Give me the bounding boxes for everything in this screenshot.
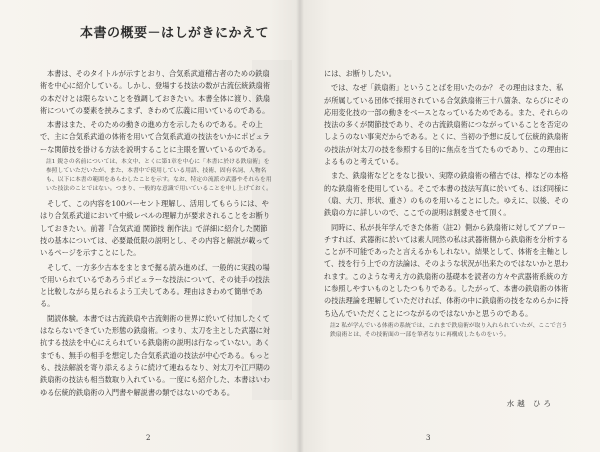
paragraph: 同時に、私が長年学んできた体術（註2）側から鉄扇術に対してアプローチすれば、武器術に於いては素人同然の私は武器術側から鉄扇術を分析することが不可能であったと言えるかもしれない。結果として、体術を主軸として、技を行う上での方法論は、そのような状況が出来たのではないかと思われます。このような考え方の鉄扇術の基礎本を読者の方々や武器術系統の方に参照しやすいものとしたつもりである。したがって、本書の鉄扇術の体術の技法理論を理解していただければ、体術の中に鉄扇術の技をなめらかに持ち込んでいただくことにつながるのではないかと思うのである。 (324, 222, 569, 318)
paragraph: また、鉄扇術などとをなじ扱い、実際の鉄扇術の稽古では、棒などの本格的な鉄扇術を使用している。そこで本書の技法写真に於いても、ほぼ同様に（扇、大刀、形状、重さ）のものを用いることにした。ゆえに、以後、その鉄扇の方に詳しいので、ここでの説明は割愛させて頂く。 (324, 171, 569, 218)
paragraph: そして、この内容を100パーセント理解し、活用してもらうには、やはり合気系武道において中級レベルの理解力が要求されることをお断りしておきたい。前著『合気武道 関節技 創作法』で詳細に紹介した関節技の基本については、必要最低限の説明とし、その内容と解説が載っているページを示すことにした。 (40, 199, 271, 258)
paragraph: 本書はまた、そのための動きの進め方を示したものである。その上で、主に合気系武道の体術を用いて合気系武道の技法をいかにポピュラーな関節技を掛ける方法を説明することに主眼を置いているのである。 (40, 120, 271, 154)
footnote: 註1 鋭さの名前については、本文中、とくに第1章を中心に「本書に於ける鉄扇術」を参照していただいたが、また、本書中で使用している用語、技術、固有名詞、人物名も、以下に本書の範囲をあらわしたことを示す。なお、特定の流派の武器やそれらを用いた技法のことではない。つまり、一般的な意識で用いていることを申し上げておく。 (46, 159, 272, 193)
footnote: 註2 私が学んでいる体術の系統では、これまで鉄扇術が取り入れられていたが、ここで言う鉄扇術とは、その技術面の一部を筆者なりに再構成したものをいう。 (330, 322, 568, 338)
paragraph: には、お断りしたい。 (324, 69, 396, 78)
chapter-title: 本書の概要－はしがきにかえて (80, 26, 270, 41)
author-name: 水越 ひろ (506, 399, 554, 408)
left-page-body (40, 68, 272, 428)
paragraph: 閲読体験。本書では古流鉄扇や古流剣術の世界に於いて付加したくてはならないできていた形態の鉄扇術。つまり、太刀を主とした武器に対抗する技法を中心にえられている鉄扇術の説明は行なっていない。あくまでも、無手の相手を想定した合気系武道の技法が中心である。もっとも、技法解説を寄り添えるように続けて連ねるなり、対太刀や江戸期の鉄扇術の技法も相当数取り入れている。一度にも紹介した、本書はいわゆる伝統的鉄扇術の入門書や解説書の類ではないのである。 (40, 313, 271, 397)
page-number: 2 (146, 434, 151, 442)
left-page (0, 0, 298, 452)
right-page-body (324, 68, 570, 388)
paragraph: そして、一方多少古本をまとまで掘る読み進めば、一般的に実践の場で用いられているであろうポピュラーな技法について、その徒手の技法と比較しながら見られるよう工夫してある。理由はきわめて簡単である。 (40, 262, 270, 309)
paragraph: 本書は、そのタイトルが示すとおり、合気系武道稽古者のための鉄扇術を中心に紹介している。しかし、登場する技法の数が古流伝統鉄扇術の本だけとは限らないことを強調しておきたい。本書全体に渡り、鉄扇術についての要素を挟みこまず、きわめて広義に用いているのである。 (40, 69, 271, 115)
page-number: 3 (426, 434, 431, 442)
paragraph: では、なぜ「鉄扇術」ということばを用いたのか？ その理由はまた、私が所属している団体で採用されている合気鉄扇術三十八箇条、ならびにその応用変化技の一部の動きをベースとなっているためである。また、それらの技法の多くが関節技であり、その古流鉄扇術につながっていることを否定のしようのない事実だからである。とくに、当初の予想に反して伝統的鉄扇術の技法が対太刀の技を参照する目的に焦点を当てたものであり、この理由によるものと考えている。 (324, 83, 569, 167)
right-page (302, 0, 600, 452)
